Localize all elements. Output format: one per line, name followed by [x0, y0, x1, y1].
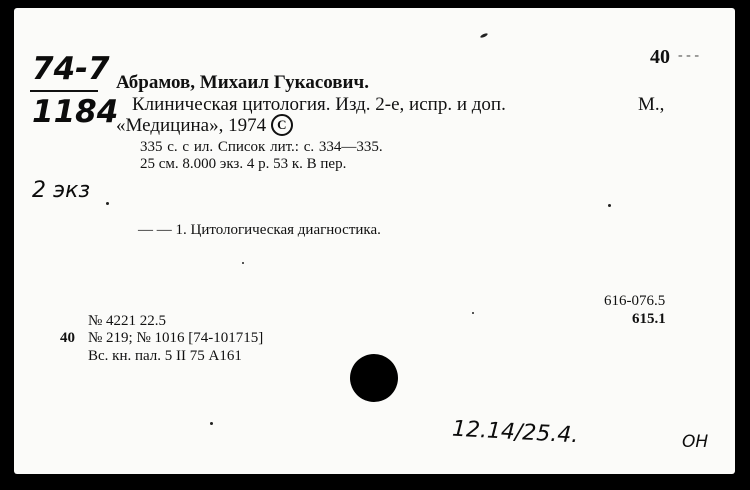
record-line-2: № 219; № 1016 [74-101715] — [88, 330, 264, 346]
scan-speck — [480, 32, 489, 38]
scan-speck — [242, 262, 244, 264]
publication-place: М., — [638, 94, 665, 115]
pages-line: 335 с. с ил. Список лит.: с. 334—335. — [140, 139, 383, 155]
author-heading: Абрамов, Михаил Гукасович. — [116, 72, 369, 93]
shelf-mark-top: 74-7 — [32, 51, 110, 87]
subject-heading: — — 1. Цитологическая диагностика. — [138, 222, 381, 238]
punch-hole — [350, 354, 398, 402]
page-number-dashes: - - - — [678, 48, 699, 63]
catalog-card — [14, 8, 735, 474]
copyright-icon: C — [271, 114, 293, 136]
format-line: 25 см. 8.000 экз. 4 р. 53 к. В пер. — [140, 156, 347, 172]
publisher-year-text: «Медицина», 1974 — [116, 115, 267, 136]
page-number: 40 — [650, 46, 670, 68]
inventory-note: 12.14/25.4. — [451, 416, 579, 449]
scan-speck — [106, 202, 109, 205]
classification-udc: 616-076.5 — [604, 293, 666, 309]
scan-speck — [472, 312, 474, 314]
title-line: Клиническая цитология. Изд. 2-е, испр. и доп. — [132, 94, 506, 115]
shelf-mark-divider — [30, 90, 98, 92]
scan-speck — [210, 422, 213, 425]
corner-note: ОН — [682, 432, 709, 452]
record-line-1: № 4221 22.5 — [88, 313, 167, 329]
copies-note: 2 экз — [32, 178, 91, 203]
record-line-3: Вс. кн. пал. 5 II 75 А161 — [88, 348, 242, 364]
publisher-year — [116, 114, 293, 137]
shelf-mark-bottom: 1184 — [32, 94, 119, 130]
record-prefix: 40 — [60, 330, 75, 346]
classification-bbk: 615.1 — [632, 311, 666, 327]
scan-speck — [608, 204, 611, 207]
